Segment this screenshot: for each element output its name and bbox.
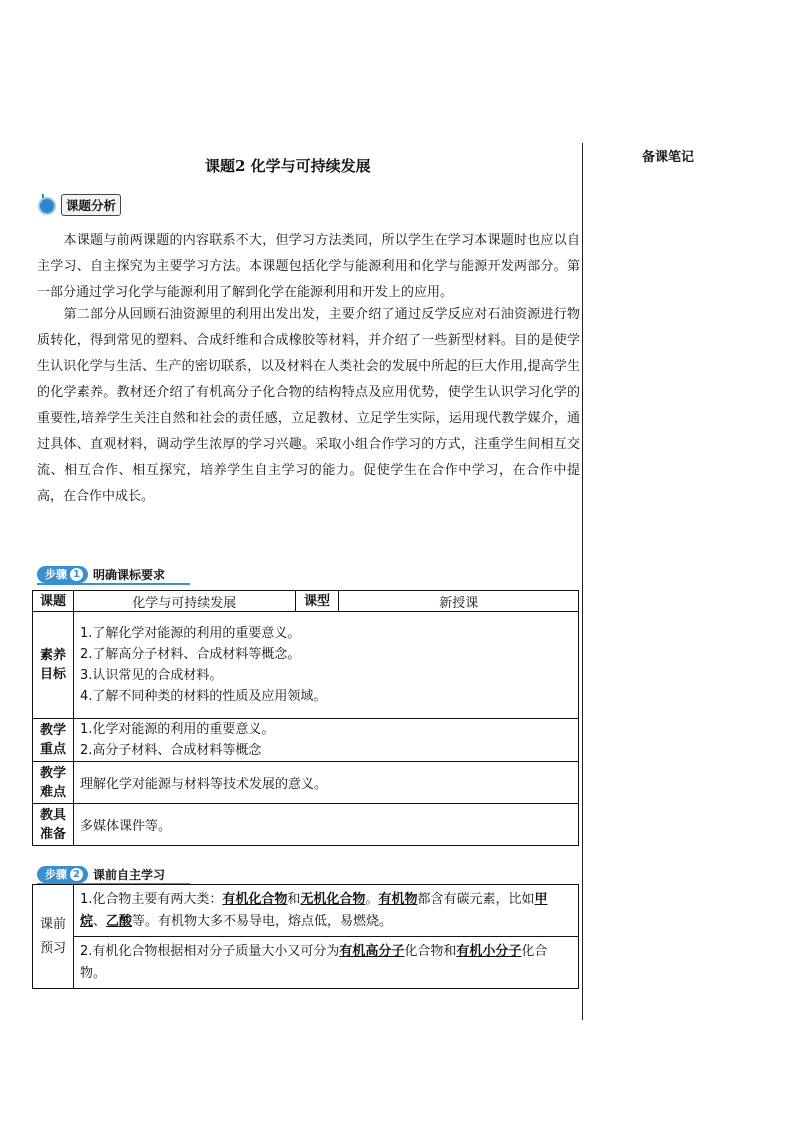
- step-number: 1: [70, 568, 83, 581]
- lesson-type-value: 新授课: [339, 591, 579, 612]
- lesson-type-header: 课型: [295, 591, 339, 612]
- gear-icon: [37, 194, 59, 216]
- notes-column-title: 备课笔记: [642, 150, 695, 165]
- table-row: [33, 612, 579, 719]
- table-row: [33, 762, 579, 804]
- answer-blank: 甲烷: [79, 891, 548, 929]
- table-row: [33, 719, 579, 762]
- key-points-list: [73, 719, 578, 762]
- answer-blank: 乙酸: [106, 913, 133, 929]
- goals-header: 素养 目标: [33, 612, 74, 719]
- preview-question-2: 2.有机化合物根据相对分子质量大小又可分为有机高分子化合物和有机小分子化合物。: [73, 937, 578, 989]
- list-item: 4.了解不同种类的材料的性质及应用领域。: [79, 689, 327, 704]
- curriculum-table: [32, 590, 579, 846]
- step-label: 课前自主学习: [93, 867, 166, 882]
- tools-header: 教具 准备: [33, 804, 74, 846]
- list-item: 2.高分子材料、合成材料等概念: [79, 743, 262, 758]
- topic-value: 化学与可持续发展: [73, 591, 295, 612]
- answer-blank: 有机高分子: [339, 943, 405, 959]
- page-title: 课题2 化学与可持续发展: [205, 157, 371, 175]
- answer-blank: 无机化合物: [300, 891, 366, 907]
- preview-header: 课前 预习: [33, 885, 74, 989]
- key-points-header: 教学 重点: [33, 719, 74, 762]
- table-row: [33, 804, 579, 846]
- analysis-header: [37, 193, 121, 217]
- difficulty-header: 教学 难点: [33, 762, 74, 804]
- list-item: 1.了解化学对能源的利用的重要意义。: [79, 626, 301, 641]
- table-row: [33, 885, 579, 937]
- analysis-label: 课题分析: [61, 194, 121, 216]
- step-1-header: [37, 565, 187, 583]
- list-item: 2.了解高分子材料、合成材料等概念。: [79, 647, 301, 662]
- analysis-paragraph-2: 第二部分从回顾石油资源里的利用出发出发，主要介绍了通过反学反应对石油资源进行物质转化，得到常见的塑料、合成纤维和合成橡胶等材料，并介绍了一些新型材料。目的是使学生认识化学与生活、生产的密切联系，以及材料在人类社会的发展中所起的巨大作用,提高学生的化学素养。教材还介绍了有机高分子化合物的结构特点及应用优势，使学生认识学习化学的重要性,培养学生关注自然和社会的责任感，立足教材、立足学生实际，运用现代教学媒介，通过具体、直观材料，调动学生浓厚的学习兴趣。采取小组合作学习的方式，注重学生间相互交流、相互合作、相互探究，培养学生自主学习的能力。促使学生在合作中学习，在合作中提高，在合作中成长。: [37, 307, 580, 504]
- step-label: 明确课标要求: [93, 567, 166, 582]
- table-row: [33, 937, 579, 989]
- step-2-header: [37, 865, 187, 883]
- preview-table: [32, 884, 579, 989]
- analysis-paragraph-1: 本课题与前两课题的内容联系不大，但学习方法类同，所以学生在学习本课题时也应以自主学习、自主探究为主要学习方法。本课题包括化学与能源利用和化学与能源开发两部分。第一部分通过学习化学与能源利用了解到化学在能源利用和开发上的应用。: [37, 233, 580, 300]
- step-badge: 步骤 2: [37, 866, 88, 883]
- list-item: 3.认识常见的合成材料。: [79, 668, 223, 683]
- answer-blank: 有机小分子: [456, 943, 522, 959]
- step-number: 2: [70, 868, 83, 881]
- list-item: 1.化学对能源的利用的重要意义。: [79, 722, 275, 737]
- table-row: [33, 591, 579, 612]
- notes-divider: [582, 143, 583, 1020]
- step-badge: 步骤 1: [37, 566, 88, 583]
- preview-question-1: 1.化合物主要有两大类：有机化合物和无机化合物。有机物都含有碳元素，比如甲烷、乙酸等。有机物大多不易导电，熔点低，易燃烧。: [73, 885, 578, 937]
- answer-blank: 有机物: [378, 891, 418, 907]
- goals-list: [73, 612, 578, 719]
- difficulty-text: 理解化学对能源与材料等技术发展的意义。: [73, 762, 578, 804]
- tools-text: 多媒体课件等。: [73, 804, 578, 846]
- topic-header: 课题: [33, 591, 74, 612]
- answer-blank: 有机化合物: [222, 891, 288, 907]
